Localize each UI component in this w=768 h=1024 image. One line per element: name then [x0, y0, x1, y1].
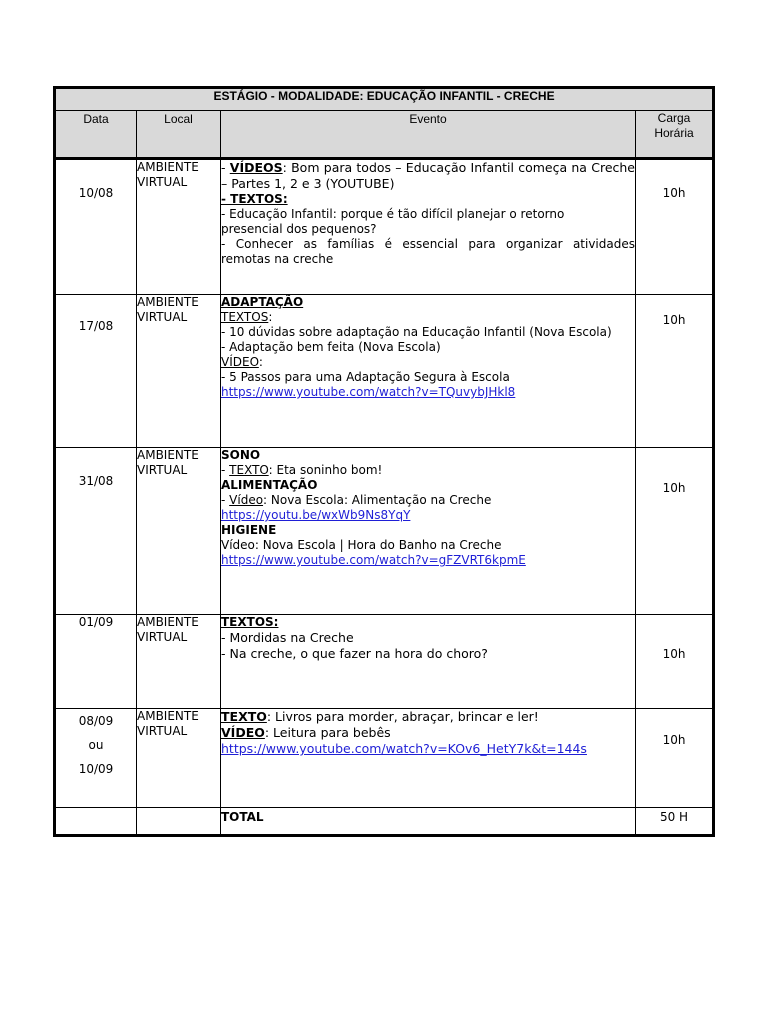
header-row	[55, 111, 714, 159]
event-line: - TEXTO: Eta soninho bom!	[221, 463, 383, 477]
event-line: - VÍDEOS: Bom para todos – Educação Infantil começa na Creche – Partes 1, 2 e 3 (YOUTUBE)	[221, 160, 635, 191]
video-link[interactable]: https://www.youtube.com/watch?v=TQuvybJHkl8	[221, 385, 516, 399]
row-event	[221, 615, 636, 709]
local-line1: AMBIENTE	[137, 160, 199, 174]
event-line: - Conhecer as famílias é essencial para organizar atividades remotas na creche	[221, 237, 635, 266]
row-date: 31/08	[55, 448, 137, 615]
row-hours: 10h	[636, 709, 714, 808]
row-event	[221, 448, 636, 615]
event-line: TEXTO: Livros para morder, abraçar, brincar e ler!	[221, 709, 539, 724]
header-data: Data	[55, 111, 137, 159]
sono-label: SONO	[221, 448, 261, 462]
row-local: AMBIENTE VIRTUAL	[137, 448, 221, 615]
event-line: - Mordidas na Creche	[221, 630, 354, 645]
row-date	[55, 159, 137, 295]
empty-cell	[55, 808, 137, 836]
row-hours: 10h	[636, 295, 714, 448]
header-carga-line1: Carga	[657, 111, 691, 125]
header-carga-line2: Horária	[654, 126, 694, 140]
event-line: VÍDEO:	[221, 355, 263, 369]
row-local	[137, 159, 221, 295]
total-row	[55, 808, 714, 836]
row-event	[221, 295, 636, 448]
table-row	[55, 159, 714, 295]
row-event	[221, 159, 636, 295]
alimentacao-label: ALIMENTAÇÃO	[221, 478, 318, 492]
textos-label: - TEXTOS:	[221, 192, 288, 206]
row-hours: 10h	[636, 448, 714, 615]
video-link[interactable]: https://www.youtube.com/watch?v=gFZVRT6kpmE	[221, 553, 526, 567]
event-line: - Na creche, o que fazer na hora do choro?	[221, 646, 488, 661]
total-value: 50 H	[636, 808, 714, 836]
row-local: AMBIENTE VIRTUAL	[137, 295, 221, 448]
empty-cell	[137, 808, 221, 836]
table-row	[55, 295, 714, 448]
event-line: - Educação Infantil: porque é tão difícil planejar o retorno presencial dos pequenos?	[221, 207, 565, 236]
row-local: AMBIENTE VIRTUAL	[137, 615, 221, 709]
header-local: Local	[137, 111, 221, 159]
row-date: 17/08	[55, 295, 137, 448]
event-line: TEXTOS:	[221, 310, 273, 324]
table-row	[55, 448, 714, 615]
video-link[interactable]: https://youtu.be/wxWb9Ns8YqY	[221, 508, 411, 522]
adaptacao-label: ADAPTAÇÃO	[221, 295, 304, 309]
event-line: - 5 Passos para uma Adaptação Segura à Escola	[221, 370, 510, 384]
table-row	[55, 709, 714, 808]
row-hours: 10h	[636, 159, 714, 295]
table-row	[55, 615, 714, 709]
event-line: VÍDEO: Leitura para bebês	[221, 725, 391, 740]
total-label: TOTAL	[221, 808, 636, 836]
row-date: 01/09	[55, 615, 137, 709]
row-event	[221, 709, 636, 808]
row-date: 08/09 ou 10/09	[55, 709, 137, 808]
event-line: - Vídeo: Nova Escola: Alimentação na Creche	[221, 493, 492, 507]
row-hours: 10h	[636, 615, 714, 709]
video-link[interactable]: https://www.youtube.com/watch?v=KOv6_HetY7k&t=144s	[221, 741, 587, 756]
event-line: - 10 dúvidas sobre adaptação na Educação Infantil (Nova Escola)	[221, 325, 612, 339]
event-line: - Adaptação bem feita (Nova Escola)	[221, 340, 441, 354]
textos-label: TEXTOS:	[221, 615, 279, 629]
local-line2: VIRTUAL	[137, 175, 188, 189]
schedule-table	[53, 86, 715, 837]
videos-label: VÍDEOS	[229, 160, 283, 175]
table-title: ESTÁGIO - MODALIDADE: EDUCAÇÃO INFANTIL - CRECHE	[55, 88, 714, 111]
event-line: Vídeo: Nova Escola | Hora do Banho na Creche	[221, 538, 502, 552]
row-local: AMBIENTE VIRTUAL	[137, 709, 221, 808]
higiene-label: HIGIENE	[221, 523, 277, 537]
date-text: 10/08	[78, 186, 114, 200]
header-evento: Evento	[221, 111, 636, 159]
header-carga	[636, 111, 714, 159]
